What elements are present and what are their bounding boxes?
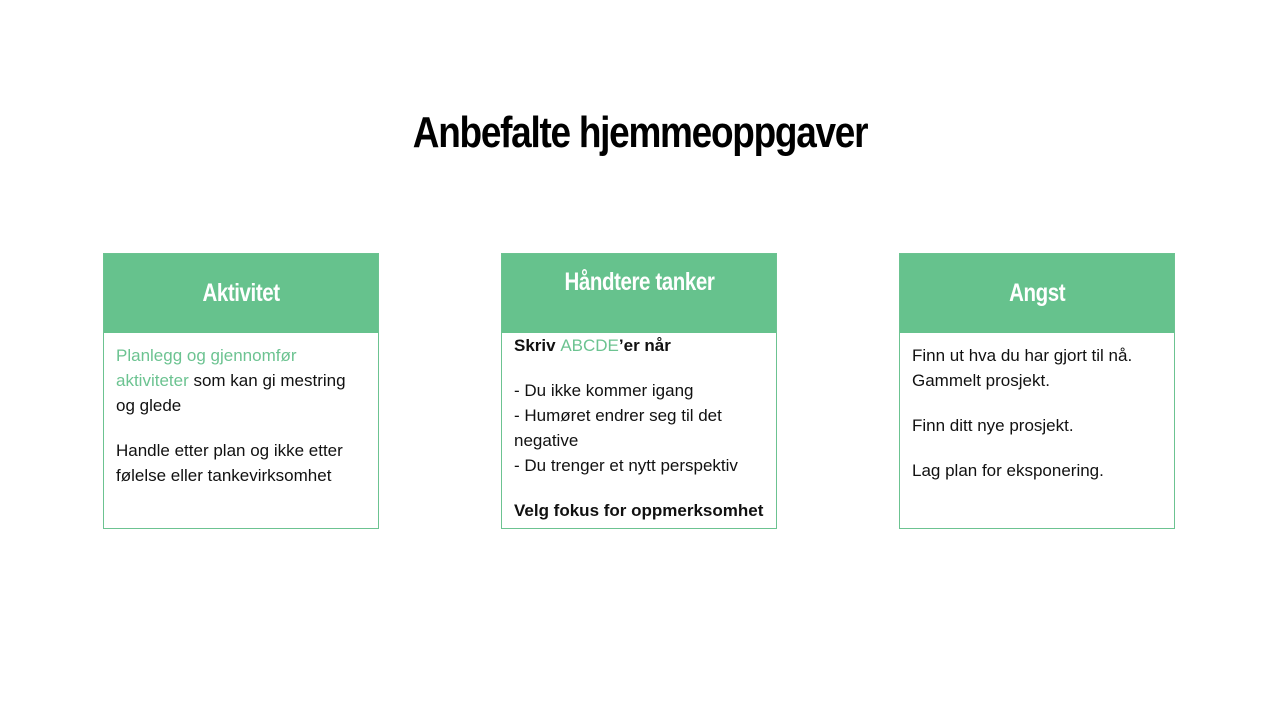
accent-text: ABCDE [560, 336, 619, 355]
intro-prefix: Skriv [514, 336, 561, 355]
bullet-item: - Du ikke kommer igang [514, 381, 694, 400]
card-intro [514, 333, 764, 358]
card-header [104, 254, 378, 333]
bullet-list [514, 378, 764, 478]
card-angst [899, 253, 1175, 529]
card-paragraph: Finn ditt nye prosjekt. [912, 416, 1074, 435]
bullet-item: - Du trenger et nytt perspektiv [514, 456, 738, 475]
card-paragraph: Finn ut hva du har gjort til nå. Gammelt prosjekt. [912, 346, 1133, 390]
intro-suffix: ’er når [618, 336, 671, 355]
body-text: som kan gi mestring og glede [116, 371, 346, 415]
accent-text: Planlegg og gjennomfør aktiviteter [116, 346, 297, 390]
card-header-label: Håndtere tanker [564, 268, 714, 296]
card-aktivitet [103, 253, 379, 529]
card-header [502, 254, 776, 333]
card-paragraph: Handle etter plan og ikke etter følelse eller tankevirksomhet [116, 441, 343, 485]
card-header-label: Aktivitet [202, 279, 280, 307]
card-header-label: Angst [1008, 279, 1066, 307]
card-handtere-tanker [501, 253, 777, 529]
card-header [900, 254, 1174, 333]
card-footer-text: Velg fokus for oppmerksomhet [514, 501, 764, 520]
card-paragraph [116, 343, 366, 418]
card-body [502, 333, 776, 523]
slide-title: Anbefalte hjemmeoppgaver [412, 108, 868, 157]
card-body [900, 333, 1174, 483]
card-paragraph: Lag plan for eksponering. [912, 461, 1104, 480]
bullet-item: - Humøret endrer seg til det negative [514, 406, 722, 450]
card-body [104, 333, 378, 488]
